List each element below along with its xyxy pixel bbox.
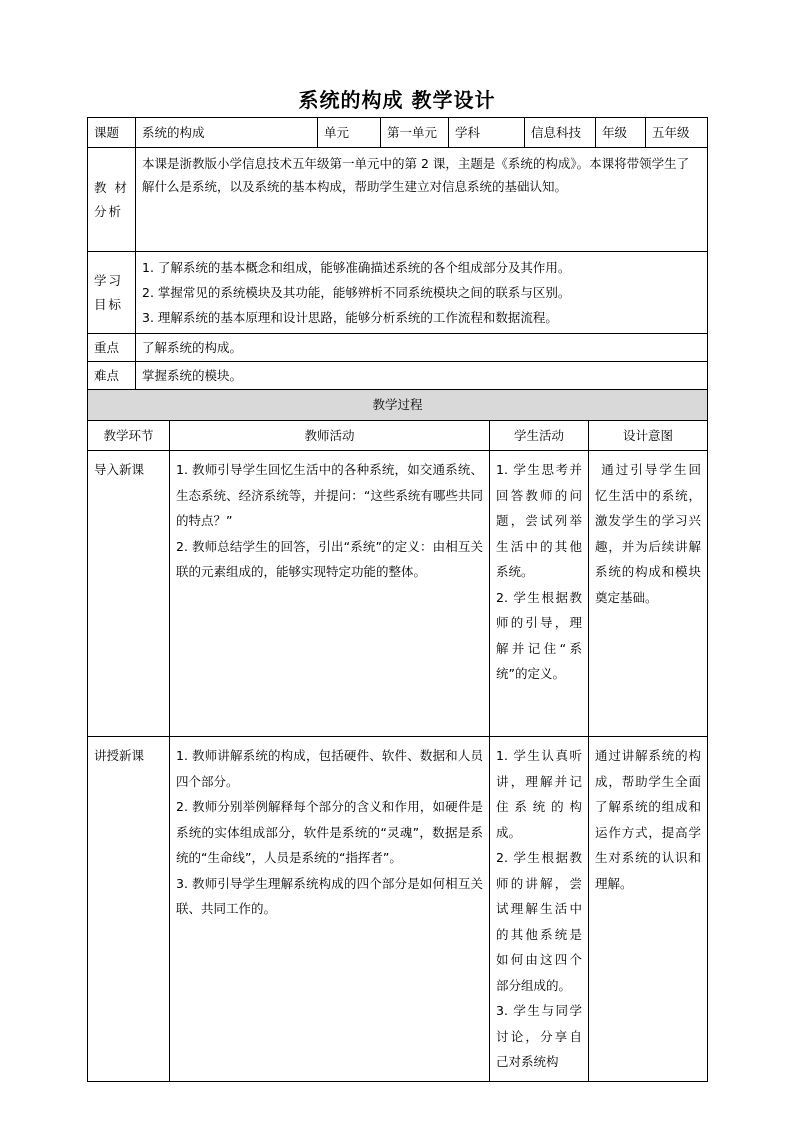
stage-row-intro — [88, 451, 708, 737]
header-teacher: 教师活动 — [170, 421, 490, 451]
goal-item: 2. 掌握常见的系统模块及其功能，能够辨析不同系统模块之间的联系与区别。 — [142, 285, 571, 300]
analysis-label — [88, 148, 136, 252]
teacher-step: 3. 教师引导学生理解系统构成的四个部分是如何相互关联、共同工作的。 — [176, 875, 483, 916]
difficulty-row — [88, 362, 708, 390]
analysis-label-line1: 教 材 — [94, 179, 129, 195]
goals-label-line1: 学习 — [94, 272, 124, 288]
lesson-plan-table — [87, 117, 707, 1082]
analysis-text: 本课是浙教版小学信息技术五年级第一单元中的第 2 课，主题是《系统的构成》。本课将带领学生了解什么是系统，以及系统的基本构成，帮助学生建立对信息系统的基础认知。 — [136, 148, 708, 252]
teacher-step: 1. 教师讲解系统的构成，包括硬件、软件、数据和人员四个部分。 — [176, 748, 483, 789]
process-header-row — [88, 421, 708, 451]
unit-value: 第一单元 — [381, 118, 449, 148]
student-step: 1. 学生认真听讲，理解并记住系统的构成。 — [496, 748, 582, 840]
stage-row-new-lesson — [88, 737, 708, 1082]
stage-name: 讲授新课 — [88, 737, 170, 1082]
teacher-step: 2. 教师分别举例解释每个部分的含义和作用，如硬件是系统的实体组成部分，软件是系统的“灵魂”，数据是系统的“生命线”，人员是系统的“指挥者”。 — [176, 799, 483, 865]
course-value: 系统的构成 — [136, 118, 318, 148]
student-step: 1. 学生思考并回答教师的问题，尝试列举生活中的其他系统。 — [496, 462, 582, 579]
goals-label — [88, 252, 136, 334]
goal-item: 3. 理解系统的基本原理和设计思路，能够分析系统的工作流程和数据流程。 — [142, 310, 558, 325]
overview-table — [87, 147, 708, 390]
student-step: 3. 学生与同学讨论，分享自己对系统构 — [496, 1003, 582, 1069]
student-step: 2. 学生根据教师的引导，理解并记住“系统”的定义。 — [496, 589, 582, 681]
design-intent: 通过引导学生回忆生活中的系统，激发学生的学习兴趣，并为后续讲解系统的构成和模块奠定基础。 — [589, 451, 708, 737]
difficulty-text: 掌握系统的模块。 — [136, 362, 708, 390]
header-intent: 设计意图 — [589, 421, 708, 451]
key-point-label: 重点 — [88, 334, 136, 362]
student-activity — [490, 451, 589, 737]
analysis-row — [88, 148, 708, 252]
stage-name: 导入新课 — [88, 451, 170, 737]
goals-row — [88, 252, 708, 334]
teacher-step: 2. 教师总结学生的回答，引出“系统”的定义：由相互关联的元素组成的，能够实现特定功能的整体。 — [176, 538, 483, 579]
key-point-row — [88, 334, 708, 362]
goals-label-line2: 目标 — [94, 296, 124, 312]
page-title: 系统的构成 教学设计 — [298, 88, 496, 112]
key-point-text: 了解系统的构成。 — [136, 334, 708, 362]
unit-label: 单元 — [318, 118, 381, 148]
design-intent: 通过讲解系统的构成，帮助学生全面了解系统的组成和运作方式，提高学生对系统的认识和理解。 — [589, 737, 708, 1082]
goal-item: 1. 了解系统的基本概念和组成，能够准确描述系统的各个组成部分及其作用。 — [142, 260, 571, 275]
subject-label: 学科 — [449, 118, 525, 148]
info-row — [88, 118, 708, 148]
teacher-activity — [170, 737, 490, 1082]
grade-label: 年级 — [596, 118, 646, 148]
course-label: 课题 — [88, 118, 136, 148]
grade-value: 五年级 — [646, 118, 708, 148]
analysis-label-line2: 分析 — [94, 203, 124, 219]
process-table — [87, 389, 708, 1082]
info-table — [87, 117, 708, 148]
teacher-activity — [170, 451, 490, 737]
process-title: 教学过程 — [88, 390, 708, 421]
student-activity — [490, 737, 589, 1082]
process-title-row — [88, 390, 708, 421]
header-stage: 教学环节 — [88, 421, 170, 451]
difficulty-label: 难点 — [88, 362, 136, 390]
subject-value: 信息科技 — [525, 118, 596, 148]
goals-list — [136, 252, 708, 334]
student-step: 2. 学生根据教师的讲解，尝试理解生活中的其他系统是如何由这四个部分组成的。 — [496, 850, 582, 993]
teacher-step: 1. 教师引导学生回忆生活中的各种系统，如交通系统、生态系统、经济系统等，并提问：“这些系统有哪些共同的特点？” — [176, 462, 483, 528]
header-student: 学生活动 — [490, 421, 589, 451]
